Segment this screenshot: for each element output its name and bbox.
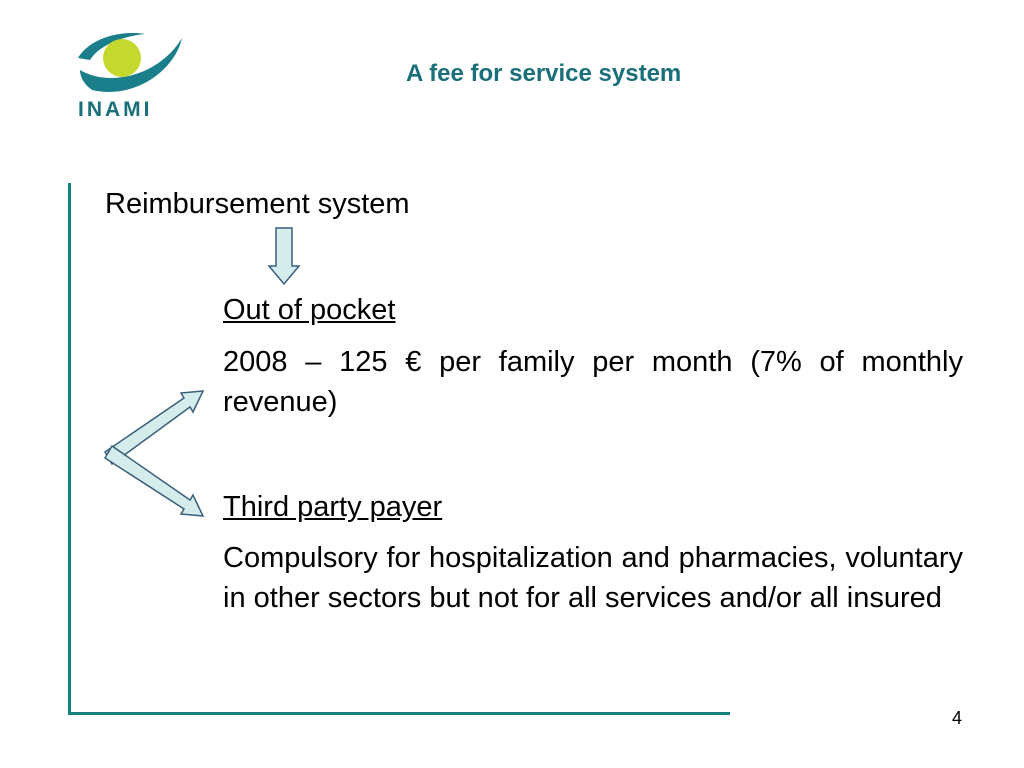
page-number: 4 (952, 708, 963, 728)
out-of-pocket-title: Out of pocket (223, 294, 396, 326)
third-party-title: Third party payer (223, 491, 443, 523)
reimbursement-heading: Reimbursement system (105, 188, 410, 220)
logo-text: INAMI (78, 98, 153, 121)
out-of-pocket-text: 2008 – 125 € per family per month (7% of monthly revenue) (223, 346, 963, 418)
slide-title: A fee for service system (406, 60, 682, 87)
third-party-text: Compulsory for hospitalization and pharmacies, voluntary in other sectors but not for all services and/or all insured (223, 542, 963, 614)
frame-left-line (68, 183, 71, 715)
frame-bottom-line (68, 712, 730, 715)
down-arrow-icon (269, 228, 299, 284)
diagonal-arrow-up-icon (105, 391, 203, 464)
diagonal-arrow-down-icon (105, 446, 203, 516)
